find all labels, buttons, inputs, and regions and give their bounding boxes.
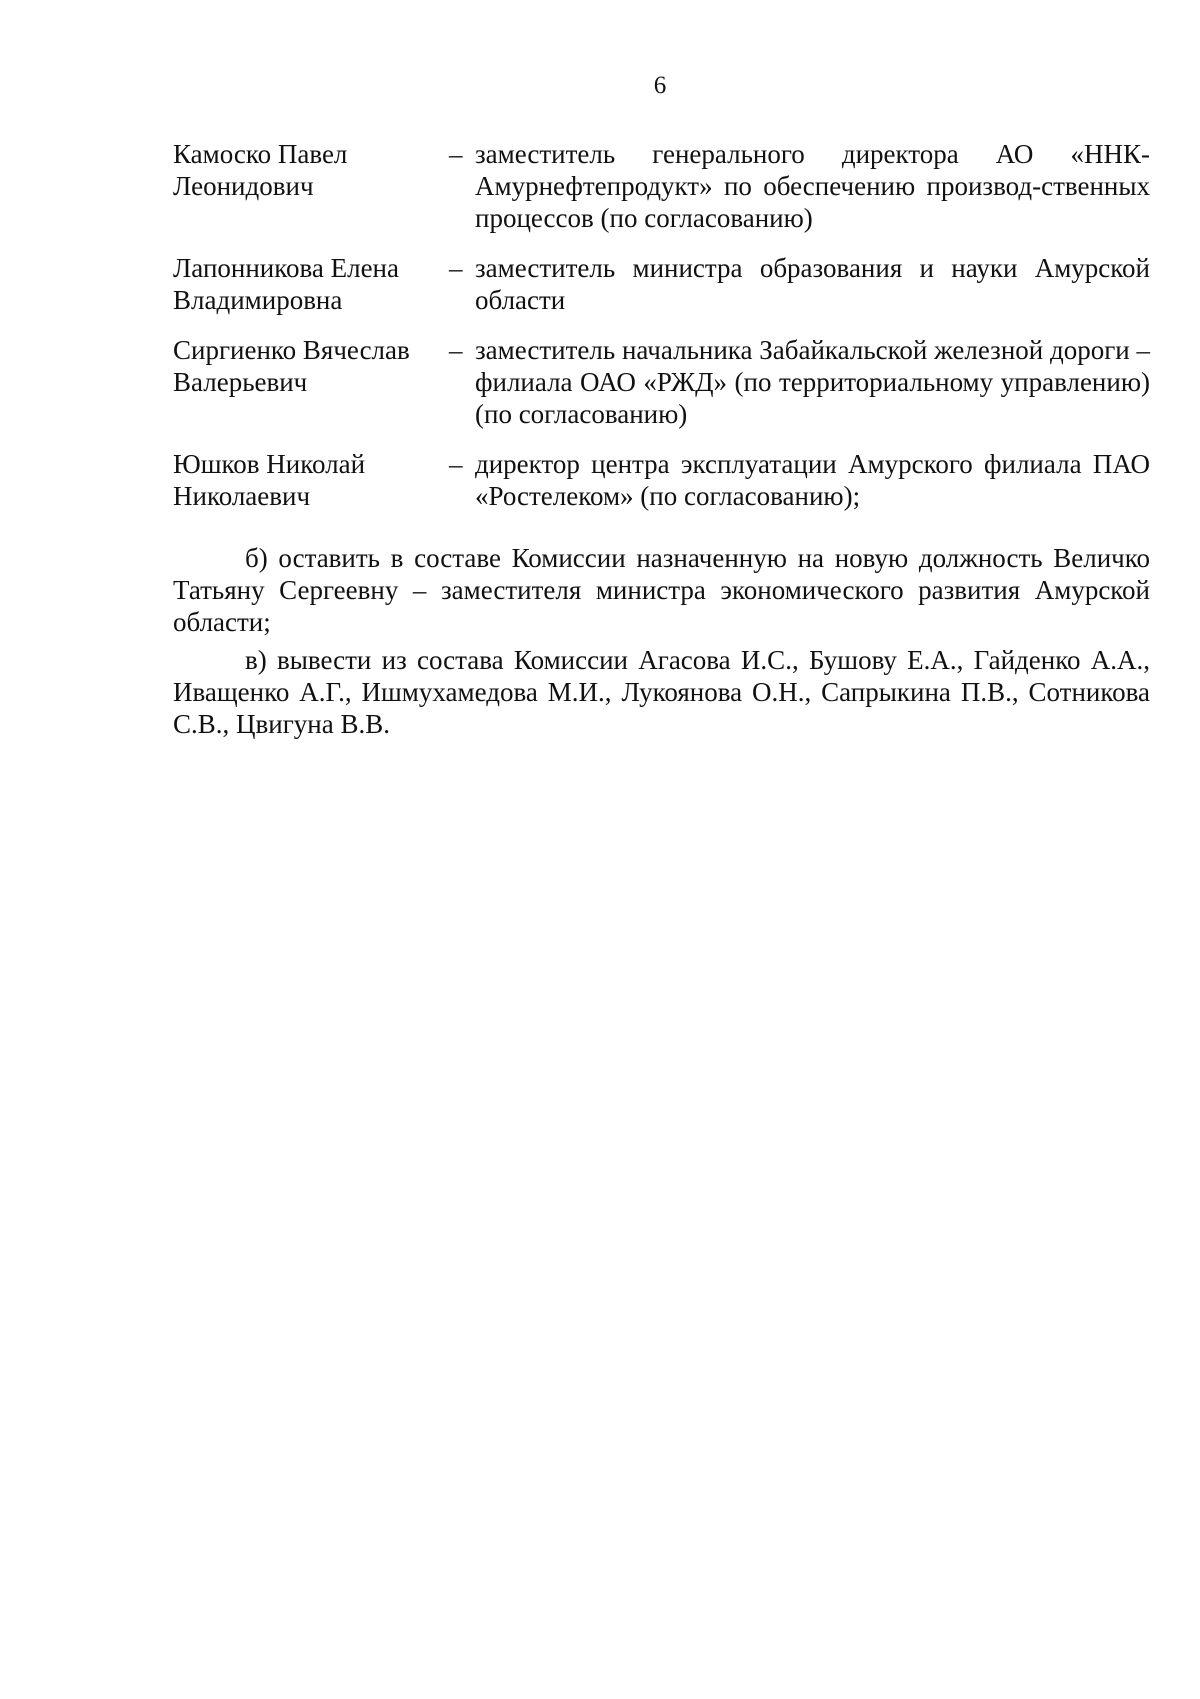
member-dash: –: [449, 253, 463, 283]
member-name: [173, 448, 449, 512]
member-row: [173, 252, 1150, 316]
member-role: заместитель генерального директора АО «ННК-Амурнефтепродукт» по обеспечению производ-ственных процессов (по согласованию): [475, 139, 1150, 233]
member-patronymic: Николаевич: [173, 481, 311, 511]
member-row: [173, 448, 1150, 512]
member-patronymic: Владимировна: [173, 285, 343, 315]
member-role: директор центра эксплуатации Амурского филиала ПАО «Ростелеком» (по согласованию);: [475, 449, 1150, 511]
member-surname-first-name: Лапонникова Елена: [173, 253, 399, 283]
member-name: [173, 334, 449, 430]
member-surname-first-name: Сиргиенко Вячеслав: [173, 335, 410, 365]
member-role: заместитель министра образования и науки Амурской области: [475, 253, 1150, 315]
page-number: 6: [653, 72, 667, 99]
commission-members-list: [173, 138, 1150, 530]
member-surname-first-name: Юшков Николай: [173, 449, 366, 479]
decision-paragraphs: [173, 542, 1150, 746]
member-role: заместитель начальника Забайкальской железной дороги – филиала ОАО «РЖД» (по территориальному управлению) (по согласованию): [475, 335, 1150, 429]
member-row: [173, 138, 1150, 234]
member-surname-first-name: Камоско Павел: [173, 139, 348, 169]
paragraph-v: в) вывести из состава Комиссии Агасова И.С., Бушову Е.А., Гайденко А.А., Иващенко А.Г., Ишмухамедова М.И., Лукоянова О.Н., Сапрыкина П.В., Сотникова С.В., Цвигуна В.В.: [173, 645, 1150, 739]
member-dash: –: [449, 335, 463, 365]
member-patronymic: Леонидович: [173, 171, 314, 201]
member-name: [173, 138, 449, 234]
paragraph-b: б) оставить в составе Комиссии назначенную на новую должность Величко Татьяну Сергеевну – заместителя министра экономического развития Амурской области;: [173, 543, 1150, 637]
member-patronymic: Валерьевич: [173, 367, 308, 397]
member-row: [173, 334, 1150, 430]
member-name: [173, 252, 449, 316]
member-dash: –: [449, 449, 463, 479]
member-dash: –: [449, 139, 463, 169]
